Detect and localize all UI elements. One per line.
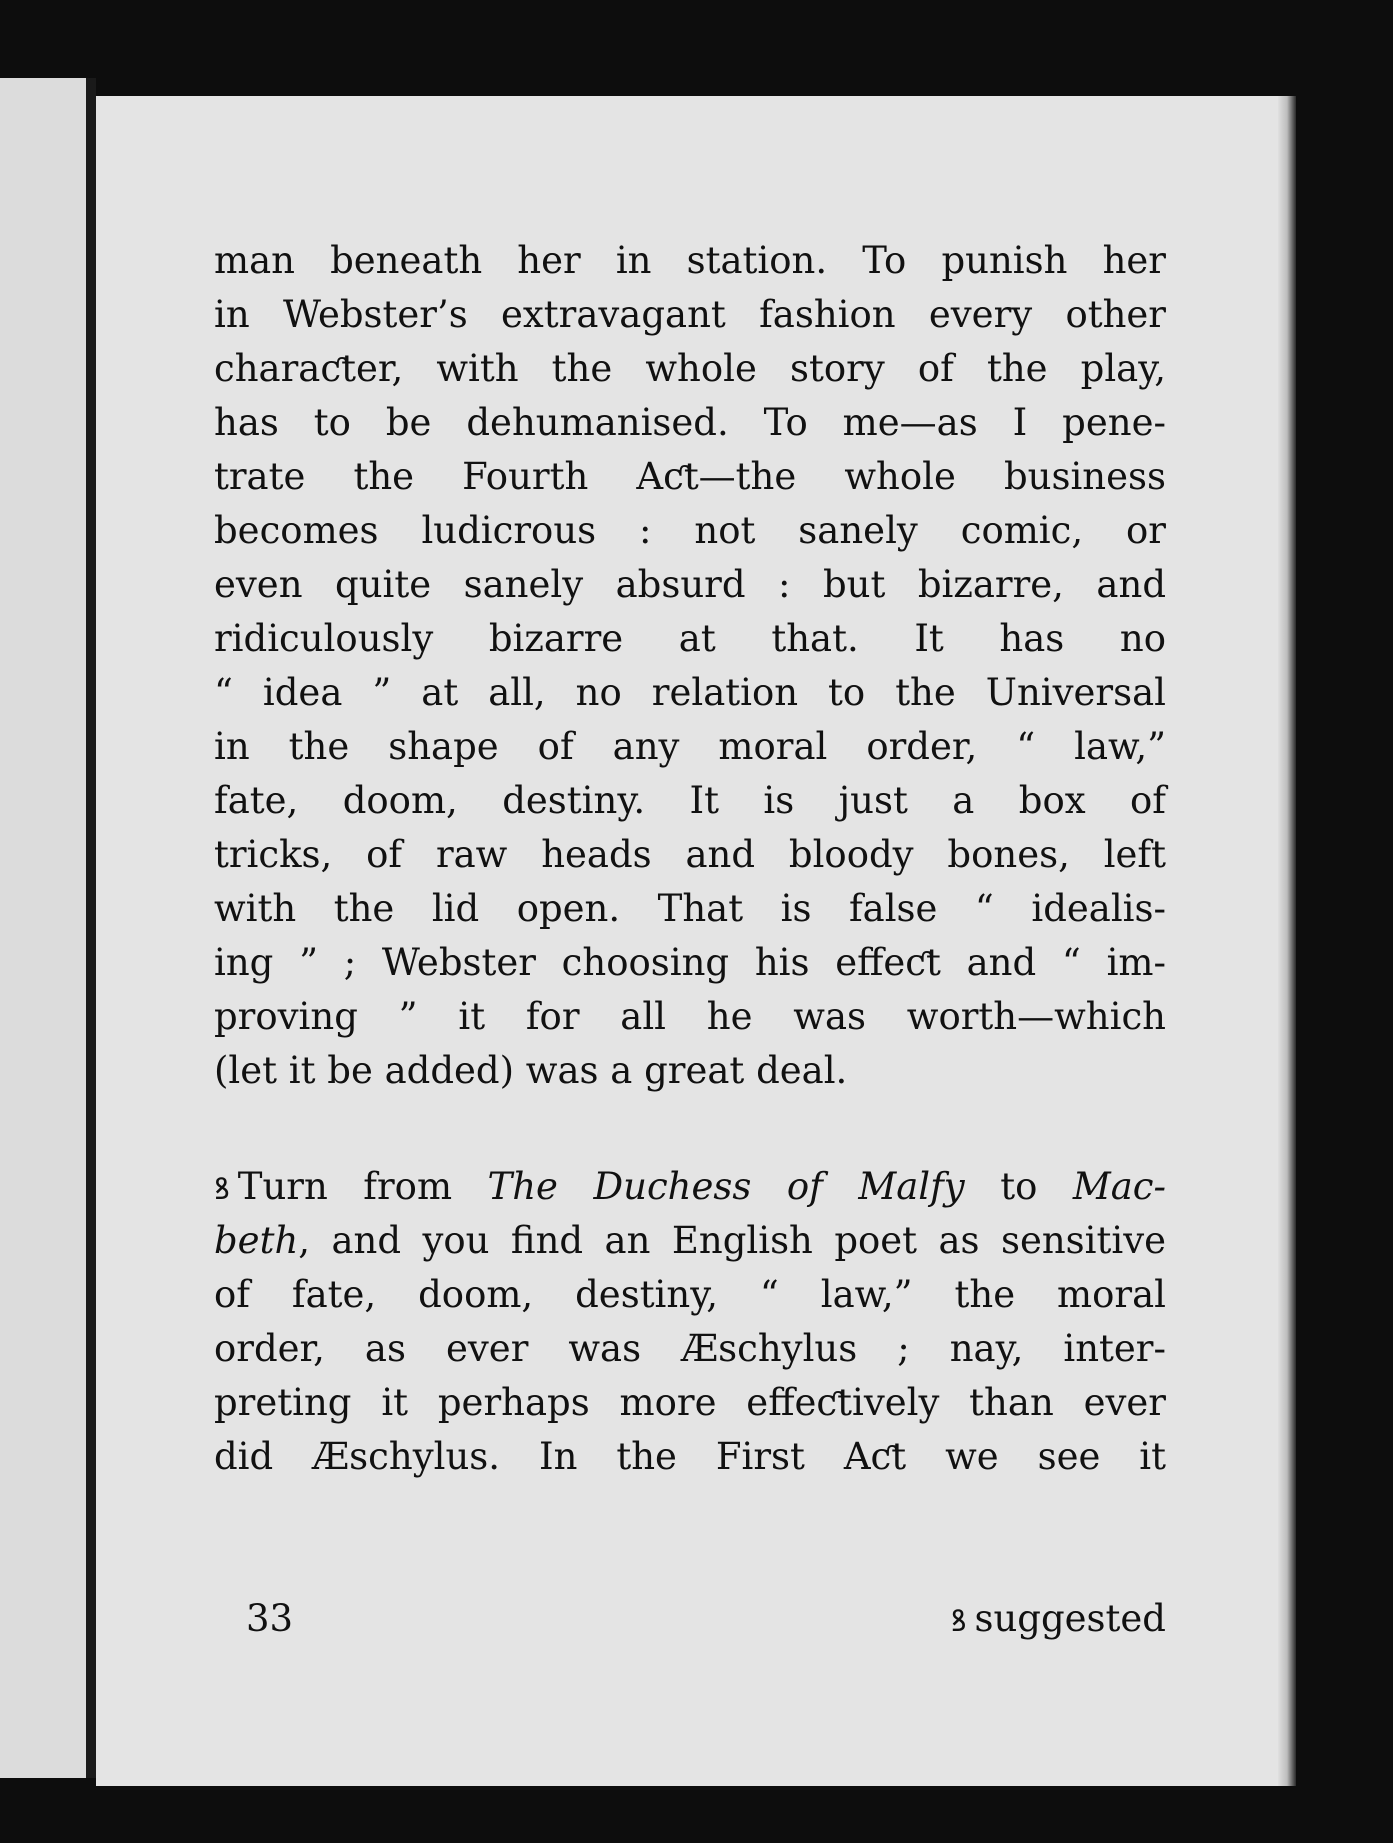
paragraph-gap — [214, 1098, 1166, 1160]
text-line: ridiculously bizarre at that. It has no — [214, 617, 1166, 660]
catchword — [951, 1592, 1166, 1649]
text-line: proving ” it for all he was worth—which — [214, 995, 1166, 1038]
text-line: in the shape of any moral order, “ law,” — [214, 725, 1166, 768]
text-line: “ idea ” at all, no relation to the Universal — [214, 671, 1166, 714]
text-line: tricks, of raw heads and bloody bones, left — [214, 833, 1166, 876]
text-line — [214, 1214, 1166, 1268]
text-line: man beneath her in station. To punish her — [214, 239, 1166, 282]
page-right-edge — [1278, 96, 1296, 1786]
fleuron-icon: ꝸ — [214, 1172, 230, 1207]
catchword-text: suggested — [974, 1597, 1166, 1640]
body-text — [214, 234, 1166, 1484]
text-line: fate, doom, destiny. It is just a box of — [214, 779, 1166, 822]
italic-title: Mac- — [1072, 1165, 1167, 1208]
page-footer — [246, 1592, 1166, 1646]
text-line: becomes ludicrous : not sanely comic, or — [214, 509, 1166, 552]
text-run: to — [964, 1165, 1073, 1208]
fleuron-icon: ꝸ — [950, 1604, 967, 1639]
text-line: even quite sanely absurd : but bizarre, and — [214, 563, 1166, 606]
text-line: charaƈter, with the whole story of the play, — [214, 347, 1166, 390]
text-line: preting it perhaps more effeƈtively than ever — [214, 1381, 1166, 1424]
text-run: Turn from — [237, 1165, 488, 1208]
text-line: ing ” ; Webster choosing his effeƈt and “ im- — [214, 941, 1166, 984]
text-line: has to be dehumanised. To me—as I pene- — [214, 401, 1166, 444]
facing-page-edge — [0, 78, 96, 1778]
text-line: with the lid open. That is false “ idealis- — [214, 887, 1166, 930]
book-page — [96, 96, 1288, 1786]
text-line: (let it be added) was a great deal. — [214, 1049, 848, 1092]
text-line — [214, 1160, 1166, 1214]
text-line: in Webster’s extravagant fashion every other — [214, 293, 1166, 336]
text-line: trate the Fourth Aƈt—the whole business — [214, 455, 1166, 498]
text-run: , and you find an English poet as sensitive — [298, 1219, 1166, 1262]
text-line: order, as ever was Æschylus ; nay, inter- — [214, 1327, 1166, 1370]
page-number: 33 — [246, 1597, 294, 1640]
book-gutter — [86, 78, 96, 1778]
text-line: of fate, doom, destiny, “ law,” the moral — [214, 1273, 1166, 1316]
italic-title: beth — [214, 1219, 299, 1262]
text-line: did Æschylus. In the First Aƈt we see it — [214, 1435, 1166, 1478]
italic-title: The Duchess of Malfy — [487, 1165, 965, 1208]
